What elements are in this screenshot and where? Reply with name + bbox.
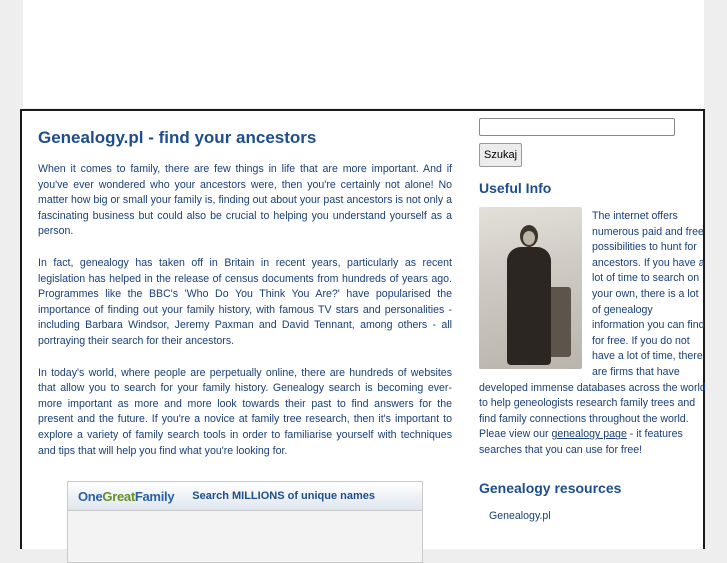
search-button[interactable]: Szukaj: [479, 143, 522, 167]
portrait-figure: [507, 225, 551, 365]
search-row: [479, 117, 707, 139]
britain-paragraph: In fact, genealogy has taken off in Britain in recent years, particularly as recent legislation has helped in the release of census documents from hundreds of years ago. Programmes like the BBC's 'Who Do You Think You Are?' have popularised the importance of finding out your family history, with famous TV stars and personalities - including Barbara Windsor, Jeremy Paxman and David Tennant, among others - all portraying their search for their ancestors.: [38, 256, 452, 347]
sidebar: [479, 117, 707, 524]
top-banner-area: [23, 0, 704, 108]
useful-info-text: [479, 209, 707, 459]
intro-paragraph: When it comes to family, there are few things in life that are more important. And if you've ever wondered who your ancestors were, then you're certainly not alone! No matter how big or small your family is, finding out about your past ancestors is not only a fascinating business but could also be crucial to helping you understand yourself as a person.: [38, 163, 452, 238]
info-text-end: - it features searches that you can use for free!: [479, 428, 683, 456]
search-input[interactable]: [479, 118, 675, 136]
content-frame: [20, 109, 705, 549]
widget-tagline: Search MILLIONS of unique names: [192, 490, 376, 502]
main-column: [38, 127, 452, 475]
ancestor-portrait-image: [479, 207, 582, 369]
info-text-start: The internet offers numerous paid and free possibilities to hunt for ancestors. If you have a lot of time to search on your own, there is a lot of genealogy information you can find for free. If you do not have a lot of time, there are firms that have developed immense databases across the world to help geneologists research family trees and find family connections throughout the world. Pleae view our: [479, 210, 706, 441]
resources-heading: Genealogy resources: [479, 479, 622, 496]
widget-body: [68, 511, 422, 561]
portrait-face: [523, 231, 535, 245]
search-widget[interactable]: [67, 481, 423, 563]
resource-item[interactable]: Genealogy.pl: [489, 509, 551, 522]
logo-part-great: Great: [102, 488, 135, 504]
logo-part-family: Family: [134, 488, 175, 504]
onegreatfamily-logo[interactable]: [78, 489, 174, 504]
portrait-body: [507, 247, 551, 365]
useful-info-heading: Useful Info: [479, 180, 552, 196]
page-title: Genealogy.pl - find your ancestors: [38, 128, 317, 147]
logo-part-one: One: [78, 488, 103, 504]
online-paragraph: In today's world, where people are perpetually online, there are hundreds of websites that allow you to search for your family history. Genealogy search is becoming ever-more important as more and more look towards their past to find answers for the present and the future. If you're a novice at family tree research, then it's important to explore a variety of family search tools in order to familiarise yourself with techniques and tips that will help you find what you're looking for.: [38, 366, 452, 457]
widget-header: [68, 482, 422, 511]
genealogy-page-link[interactable]: genealogy page: [551, 428, 627, 441]
